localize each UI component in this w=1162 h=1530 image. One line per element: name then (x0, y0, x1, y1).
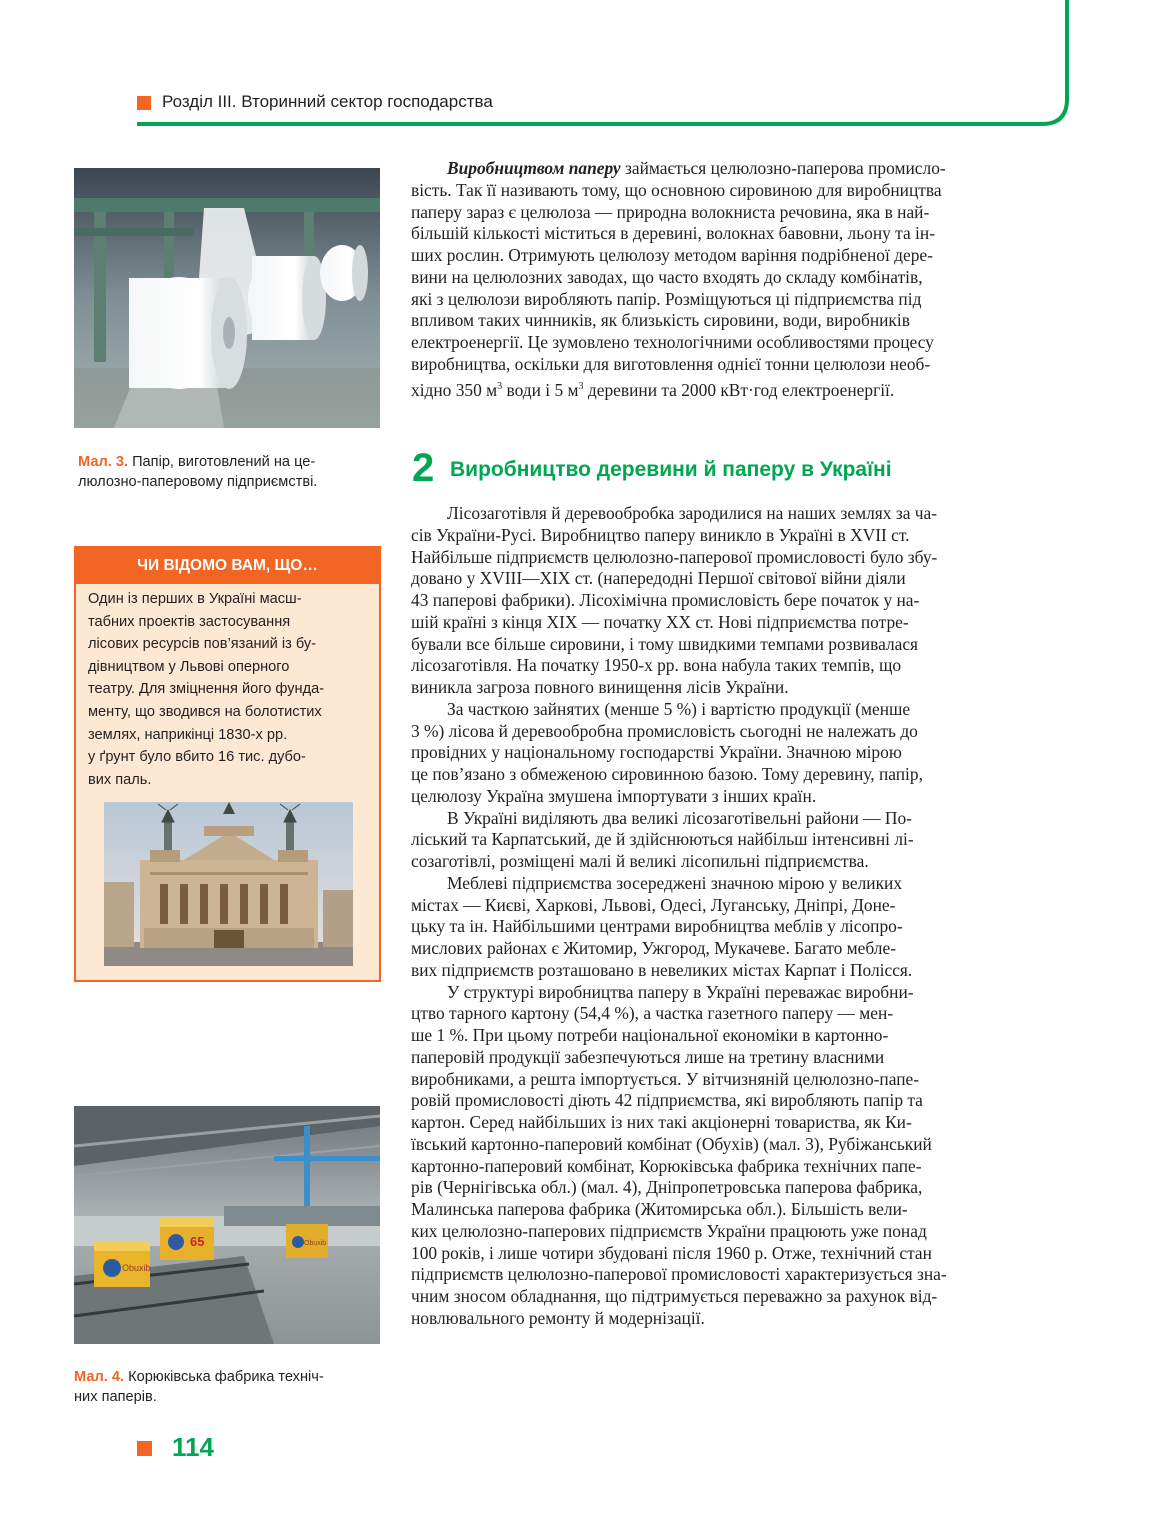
did-you-know-line: землях, наприкінці 1830-х рр. (88, 726, 288, 743)
intro-last-c: деревини та 2000 кВт·год електроенергії. (583, 379, 895, 400)
superscript-3: 3 (578, 380, 584, 392)
figure-4-caption (74, 1367, 380, 1407)
body-line: містах — Києві, Харкові, Львові, Одесі, Луганську, Дніпрі, Доне- (411, 894, 896, 915)
opera-theatre-photo (104, 802, 353, 966)
figure-4-caption-line-2: них паперів. (74, 1389, 157, 1405)
figure-3-caption-line-2: люлозно-паперовому підприємстві. (78, 474, 318, 490)
body-line: 100 років, і лише чотири збудовані після 1960 р. Отже, технічний стан (411, 1242, 932, 1263)
body-line: ровій промисловості діють 42 підприємства, які виробляють папір та (411, 1090, 923, 1111)
body-line: шій країні з кінця ХІХ — початку ХХ ст. Нові підприємства потре- (411, 611, 909, 632)
body-line: У структурі виробництва паперу в Україні переважає виробни- (447, 981, 914, 1002)
intro-line: паперу зараз є целюлоза — природна волокниста речовина, яка в най- (411, 201, 930, 222)
intro-line: електроенергії. Це зумовлено технологічними особливостями процесу (411, 332, 934, 352)
body-line: За часткою зайнятих (менше 5 %) і вартістю продукції (менше (447, 698, 911, 719)
body-line: 3 %) лісова й деревообробна промисловість сьогодні не належать до (411, 720, 918, 741)
did-you-know-line: табних проектів застосування (88, 613, 291, 630)
body-line: сів України-Русі. Виробництво паперу виникло в Україні в XVII ст. (411, 524, 910, 545)
figure-4-label: Мал. 4. (74, 1369, 125, 1385)
body-line: вих підприємств розташовано в невеликих містах Карпат і Полісся. (411, 959, 913, 980)
intro-line: виробництва, оскільки для виготовлення однієї тонни целюлози необ- (411, 353, 931, 374)
did-you-know-text (88, 588, 373, 791)
paper-rolls-photo (74, 168, 380, 428)
body-line: Лісозаготівля й деревообробка зародилися на наших землях за ча- (447, 503, 938, 523)
did-you-know-title: ЧИ ВІДОМО ВАМ, ЩО… (76, 548, 379, 584)
did-you-know-line: менту, що зводився на болотистих (88, 703, 322, 720)
figure-4-caption-line-1: Корюківська фабрика техніч- (124, 1369, 324, 1385)
intro-line: більшій кількості міститься в деревині, волокнах бавовни, льону та ін- (411, 223, 935, 244)
box-label-3: Obuxib (304, 1240, 327, 1247)
body-line: Найбільше підприємств целюлозно-паперової промисловості було збу- (411, 546, 938, 567)
body-line: Меблеві підприємства зосереджені значною мірою у великих (447, 872, 903, 893)
header-accent-square (137, 96, 151, 110)
intro-last-a: хідно 350 м (411, 379, 498, 400)
box-label-2: 65 (190, 1234, 205, 1249)
body-line: цтво тарного картону (54,4 %), а частка газетного паперу — мен- (411, 1003, 894, 1024)
intro-last-line (411, 376, 946, 402)
body-line: це пов’язано з обмеженою сировинною базою. Тому деревину, папір, (411, 764, 923, 784)
body-line: довано у XVIII—XIX ст. (напередодні Першої світової війни діяли (411, 568, 906, 589)
did-you-know-line: у ґрунт було вбито 16 тис. дубо- (88, 749, 306, 766)
body-line: новлювального ремонту й модернізації. (411, 1307, 705, 1328)
body-line: підприємств целюлозно-паперової промисловості характеризується зна- (411, 1264, 947, 1285)
did-you-know-line: театру. Для зміцнення його фунда- (88, 681, 325, 698)
did-you-know-line: Один із перших в Україні масш- (88, 591, 302, 607)
superscript-3: 3 (497, 380, 503, 392)
body-line: цьку та ін. Найбільшими центрами виробництва меблів у лісопро- (411, 916, 903, 937)
figure-3-caption (78, 452, 378, 492)
intro-line: ших рослин. Отримують целюлозу методом варіння подрібненої дере- (411, 245, 933, 265)
intro-line: впливом таких чинників, як близькість сировини, води, виробників (411, 310, 910, 331)
box-label-1: Obuxib (122, 1263, 151, 1273)
body-line: Малинська паперова фабрика (Житомирська обл.). Більшість вели- (411, 1199, 908, 1219)
section-title: Виробництво деревини й паперу в Україні (450, 458, 892, 481)
body-line: ше 1 %. При цьому потреби національної економіки в картонно- (411, 1025, 889, 1045)
body-line: паперовій продукції забезпечуються лише на третину власними (411, 1046, 885, 1067)
intro-paragraph (411, 158, 946, 401)
body-line: ївський картонно-паперовий комбінат (Обухів) (мал. 3), Рубіжанський (411, 1133, 932, 1154)
did-you-know-line: вих паль. (88, 771, 152, 788)
intro-line (411, 158, 946, 180)
figure-3-label: Мал. 3. (78, 454, 129, 470)
body-line: картон. Серед найбільших із них такі акціонерні товариства, як Ки- (411, 1112, 912, 1132)
page-number: 114 (172, 1432, 214, 1462)
body-text (411, 503, 947, 1330)
body-line: провідних у національному господарстві України. Значною мірою (411, 742, 902, 763)
footer-accent-square (137, 1441, 152, 1456)
body-line: 43 паперові фабрики). Лісохімічна промисловість бере початок у на- (411, 590, 920, 610)
body-line: созаготівлі, розміщені малі й великі лісопильні підприємства. (411, 851, 869, 871)
did-you-know-line: дівництвом у Львові оперного (88, 658, 290, 675)
body-line: ліський та Карпатський, де й здійснюються найбільш інтенсивні лі- (411, 829, 914, 850)
figure-3-caption-line-1: Папір, виготовлений на це- (128, 454, 316, 470)
did-you-know-box (74, 546, 381, 982)
intro-line: які з целюлози виробляють папір. Розміщуються ці підприємства під (411, 288, 922, 309)
body-line: рів (Чернігівська обл.) (мал. 4), Дніпропетровська паперова фабрика, (411, 1177, 923, 1198)
section-number: 2 (412, 446, 435, 490)
intro-line: вість. Так її називають тому, що основною сировиною для виробництва (411, 179, 942, 200)
body-line: целюлозу Україна змушена імпортувати з інших країн. (411, 785, 817, 806)
body-line: чним зносом обладнання, що підтримується переважно за рахунок від- (411, 1286, 938, 1306)
body-line: В Україні виділяють два великі лісозаготівельні райони — По- (447, 807, 912, 828)
section-header-title: Розділ ІІІ. Вторинний сектор господарства (162, 92, 493, 111)
intro-last-b: води і 5 м (502, 379, 579, 400)
body-line: мислових районах є Житомир, Ужгород, Мукачеве. Багато меблe- (411, 938, 896, 958)
body-line: бували все більше сировини, і тому швидкими темпами розвивалася (411, 633, 919, 654)
body-line: лісозаготівля. На початку 1950-х рр. вона набула таких темпів, що (411, 655, 902, 676)
intro-first-line-rest: займається целюлозно-паперова промисло- (620, 158, 946, 178)
body-line: виробниками, а решта імпортується. У вітчизняній целюлозно-папе- (411, 1068, 920, 1089)
did-you-know-line: лісових ресурсів пов’язаний із бу- (88, 636, 317, 653)
factory-photo (74, 1106, 380, 1344)
intro-line: вини на целюлозних заводах, що часто входять до складу комбінатів, (411, 266, 923, 287)
lead-term: Виробництвом паперу (447, 158, 621, 178)
body-line: ких целюлозно-паперових підприємств України працюють уже понад (411, 1220, 927, 1241)
body-line: картонно-паперовий комбінат, Корюківська фабрика технічних папе- (411, 1155, 922, 1176)
body-line: виникла загроза повного винищення лісів України. (411, 677, 789, 697)
